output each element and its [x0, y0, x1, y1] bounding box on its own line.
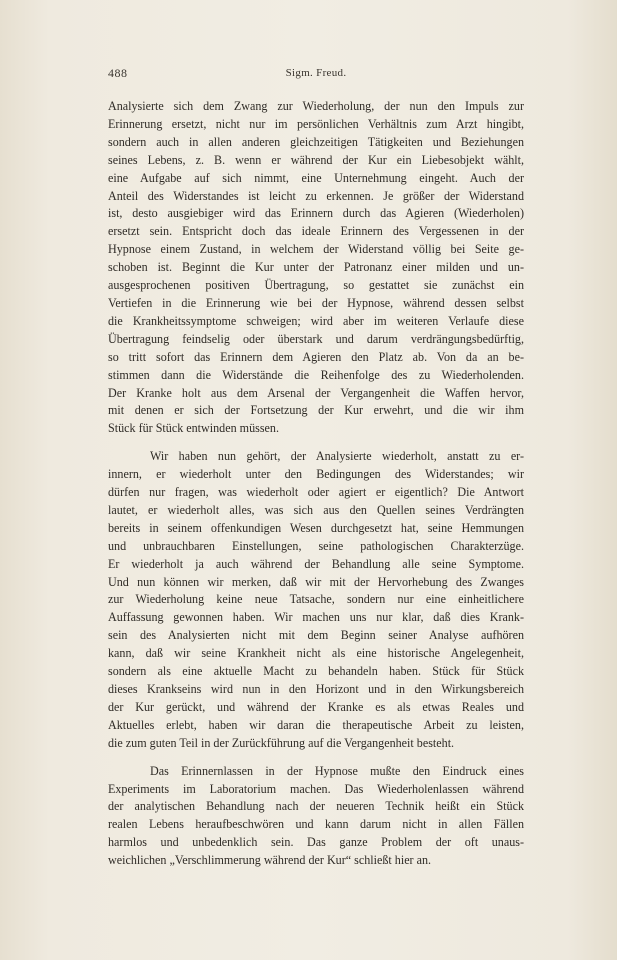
text-line: Auffassung gewonnen haben. Wir machen uns nur klar, daß dies Krank-: [108, 610, 524, 625]
text-line: seines Lebens, z. B. wenn er während der Kur ein Liebesobjekt wählt,: [108, 152, 524, 167]
text-line: Vertiefen in die Erinnerung wie bei der Hypnose, während dessen selbst: [108, 295, 524, 310]
text-line: weichlichen „Verschlimmerung während der Kur“ schließt hier an.: [108, 853, 432, 868]
text-line: harmlos und unbedenklich sein. Das ganze Problem der oft unaus-: [108, 835, 524, 850]
text-line: realen Lebens heraufbeschwören und kann darum nicht in allen Fällen: [108, 817, 524, 832]
text-line: ausgesprochenen positiven Übertragung, so gestattet sie zunächst ein: [108, 278, 524, 293]
text-line: Er wiederholt ja auch während der Behandlung alle seine Symptome.: [108, 556, 524, 571]
text-line: Übertragung feindselig oder überstark und darum verdrängungsbedürftig,: [108, 331, 524, 346]
text-line: lautet, er wiederholt alles, was sich aus den Quellen seines Verdrängten: [108, 502, 524, 517]
text-line: kann, daß wir seine Krankheit nicht als eine historische Angelegenheit,: [108, 646, 524, 661]
text-line: mit denen er sich der Fortsetzung der Kur erwehrt, und die wir ihm: [108, 403, 524, 418]
text-line: Und nun können wir merken, daß wir mit der Hervorhebung des Zwanges: [108, 574, 524, 589]
text-line: Analysierte sich dem Zwang zur Wiederholung, der nun den Impuls zur: [108, 99, 524, 113]
text-line: der Kur gerückt, und während der Kranke es als etwas Reales und: [108, 699, 524, 714]
text-line: bereits in seinem offenkundigen Wesen durchgesetzt hat, seine Hemmungen: [108, 520, 524, 535]
text-line: dürfen nur fragen, was wiederholt oder agiert er eigentlich? Die Antwort: [108, 485, 524, 500]
paragraph: [108, 763, 524, 870]
text-line: Stück für Stück entwinden müssen.: [108, 421, 279, 436]
text-line: sein des Analysierten nicht mit dem Beginn seiner Analyse aufhören: [108, 628, 524, 643]
text-line: Erinnerung ersetzt, nicht nur im persönlichen Verhältnis zum Arzt hingibt,: [108, 116, 524, 131]
text-line: Das Erinnernlassen in der Hypnose mußte den Eindruck eines: [150, 763, 524, 778]
text-line: eine Aufgabe auf sich nimmt, eine Unternehmung eingeht. Auch der: [108, 170, 524, 185]
text-line: und unbrauchbaren Einstellungen, seine pathologischen Charakterzüge.: [108, 538, 524, 553]
text-line: Aktuelles erlebt, haben wir daran die therapeutische Arbeit zu leisten,: [108, 717, 524, 732]
text-line: ersetzt sein. Entspricht doch das ideale Erinnern des Vergessenen in der: [108, 224, 524, 239]
text-line: die Krankheitssymptome schweigen; wird aber im weiteren Verlaufe diese: [108, 313, 524, 328]
text-line: die zum guten Teil in der Zurückführung auf die Vergangenheit besteht.: [108, 735, 455, 750]
running-title: Sigm. Freud.: [285, 67, 347, 79]
paragraph: [108, 448, 524, 752]
text-line: so tritt sofort das Erinnern dem Agieren den Platz ab. Von da an be-: [108, 349, 524, 364]
text-line: ist, desto ausgiebiger wird das Erinnern durch das Agieren (Wiederholen): [108, 206, 524, 221]
page-body: [108, 98, 524, 870]
paragraph: [108, 98, 524, 438]
text-line: stimmen dann die Widerstände die Reihenfolge des zu Wiederholenden.: [108, 367, 524, 382]
text-line: Wir haben nun gehört, der Analysierte wiederholt, anstatt zu er-: [150, 449, 524, 464]
text-line: innern, er wiederholt unter den Bedingungen des Widerstandes; wir: [108, 467, 524, 482]
page-number: 488: [108, 66, 128, 80]
text-line: Hypnose einem Zustand, in welchem der Widerstand völlig bei Seite ge-: [108, 242, 524, 257]
page-header: [108, 66, 524, 82]
text-line: sondern auch in allen anderen gleichzeitigen Tätigkeiten und Beziehungen: [108, 134, 524, 149]
text-line: sondern als eine aktuelle Macht zu behandeln haben. Stück für Stück: [108, 664, 524, 679]
text-line: Der Kranke holt aus dem Arsenal der Vergangenheit die Waffen hervor,: [108, 385, 524, 400]
text-line: der analytischen Behandlung nach der neueren Technik heißt ein Stück: [108, 799, 524, 814]
text-line: schoben ist. Beginnt die Kur unter der Patronanz einer milden und un-: [108, 260, 524, 275]
text-line: Anteil des Widerstandes ist leicht zu erkennen. Je größer der Widerstand: [108, 188, 524, 203]
text-line: Experiments im Laboratorium machen. Das Wiederholenlassen während: [108, 781, 524, 796]
text-line: zur Wiederholung keine neue Tatsache, sondern nur eine einheitlichere: [108, 592, 524, 607]
text-line: dieses Krankseins wird nun in den Horizont und in den Wirkungsbereich: [108, 682, 524, 696]
